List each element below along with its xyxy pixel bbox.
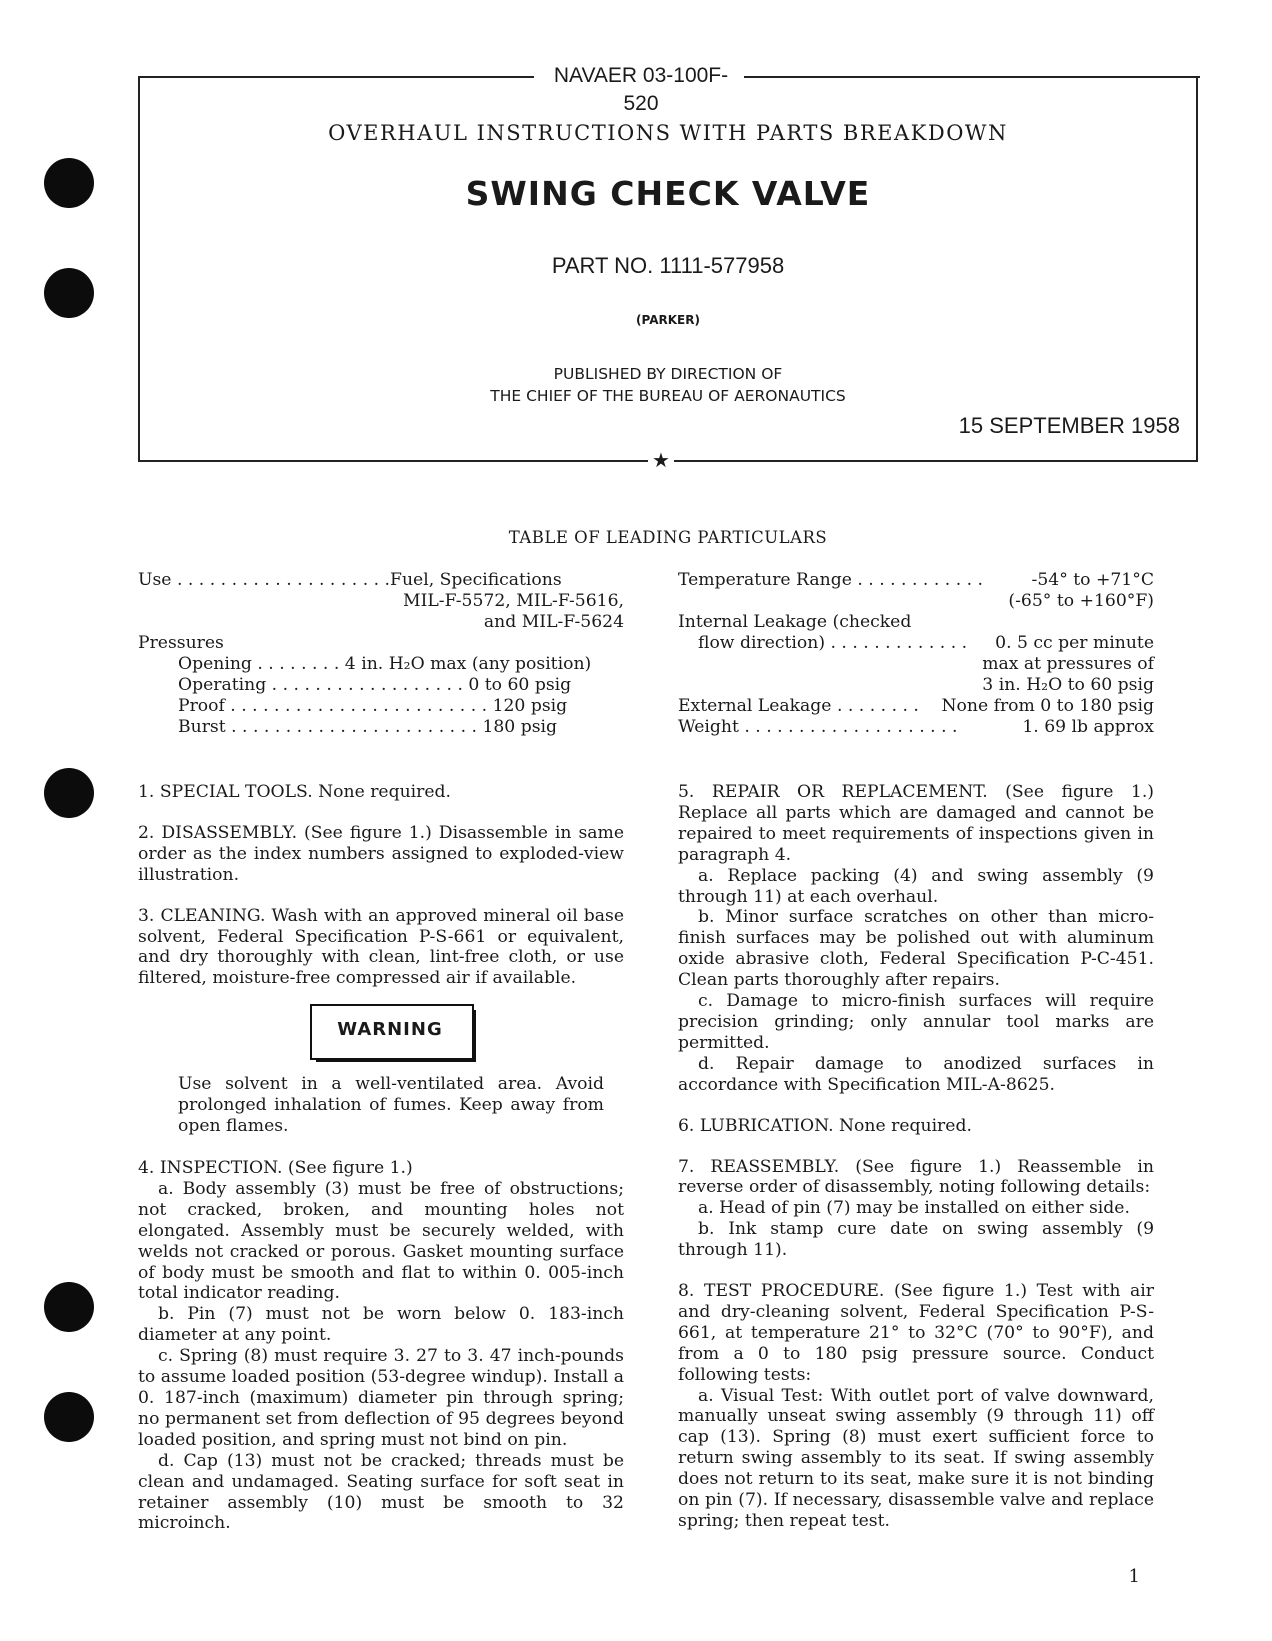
internal-leakage-label: Internal Leakage (checked — [678, 612, 912, 632]
section-lubrication: 6. LUBRICATION. None required. — [678, 1115, 972, 1136]
proof-row: Proof . . . . . . . . . . . . . . . . . . . . . . . . 120 psig — [178, 696, 568, 716]
burst-label: Burst — [178, 717, 226, 737]
external-leakage-label: External Leakage — [678, 696, 832, 716]
external-leakage-row: External Leakage . . . . . . . . None from 0 to 180 psig — [678, 696, 1154, 716]
reassembly-item-a: a. Head of pin (7) may be installed on either side. — [698, 1198, 1130, 1219]
punch-hole — [44, 1392, 94, 1442]
use-value-line-3: and MIL-F-5624 — [483, 612, 624, 632]
section-inspection — [138, 1158, 624, 1534]
inspection-item-c: c. Spring (8) must require 3. 27 to 3. 47 inch-pounds to assume loaded position (53-degree windup). Install a 0. 187-inch (maximum) diameter pin through spring; no permanent set from deflection of 95 degrees beyond loaded position, and spring must not bind on pin. — [138, 1346, 624, 1450]
internal-leakage-row: flow direction) . . . . . . . . . . . . . 0. 5 cc per minute — [698, 633, 1154, 653]
published-line-2: THE CHIEF OF THE BUREAU OF AERONAUTICS — [490, 387, 846, 405]
temperature-value: -54° to +71°C — [1031, 570, 1154, 590]
internal-leakage-value-line-2: max at pressures of — [982, 654, 1154, 674]
use-label: Use — [138, 570, 172, 590]
publication-date: 15 SEPTEMBER 1958 — [958, 413, 1180, 438]
particulars-heading: TABLE OF LEADING PARTICULARS — [508, 528, 828, 547]
warning-label: WARNING — [337, 1019, 443, 1040]
weight-label: Weight — [678, 717, 739, 737]
inspection-item-d: d. Cap (13) must not be cracked; threads must be clean and undamaged. Seating surface for soft seat in retainer assembly (10) must be smooth to 32 microinch. — [138, 1450, 624, 1534]
page-number: 1 — [1128, 1566, 1140, 1587]
section-inspection-heading: 4. INSPECTION. (See figure 1.) — [138, 1158, 413, 1178]
published-line-1: PUBLISHED BY DIRECTION OF — [553, 365, 783, 383]
repair-item-a: a. Replace packing (4) and swing assembly (9 through 11) at each overhaul. — [678, 865, 1154, 907]
repair-item-c: c. Damage to micro-finish surfaces will require precision grinding; only annular tool marks are permitted. — [678, 991, 1154, 1053]
opening-value: 4 in. H₂O max (any position) — [344, 654, 592, 674]
weight-value: 1. 69 lb approx — [1022, 717, 1154, 737]
section-special-tools: 1. SPECIAL TOOLS. None required. — [138, 782, 452, 802]
page-title: SWING CHECK VALVE — [465, 174, 871, 213]
section-cleaning: 3. CLEANING. Wash with an approved mineral oil base solvent, Federal Specification P-S-661 or equivalent, and dry thoroughly with clean, lint-free cloth, or use filtered, moisture-free compressed air if available. — [138, 905, 624, 989]
repair-item-d: d. Repair damage to anodized surfaces in accordance with Specification MIL-A-8625. — [678, 1053, 1154, 1095]
external-leakage-value: None from 0 to 180 psig — [941, 696, 1154, 716]
internal-leakage-label-2: flow direction) — [698, 633, 826, 653]
internal-leakage-value-line-3: 3 in. H₂O to 60 psig — [982, 675, 1154, 695]
right-body-column — [678, 782, 1154, 1532]
warning-text: Use solvent in a well-ventilated area. Avoid prolonged inhalation of fumes. Keep away from open flames. — [178, 1074, 604, 1136]
weight-row: Weight . . . . . . . . . . . . . . . . . . . . 1. 69 lb approx — [678, 717, 1154, 737]
punch-hole — [44, 768, 94, 818]
burst-row: Burst . . . . . . . . . . . . . . . . . . . . . . . 180 psig — [178, 717, 558, 737]
use-row: Use . . . . . . . . . . . . . . . . . . . .Fuel, Specifications — [138, 570, 562, 590]
proof-value: 120 psig — [492, 696, 568, 716]
punch-hole — [44, 268, 94, 318]
manufacturer: (PARKER) — [636, 313, 700, 327]
part-number: PART NO. 1111-577958 — [551, 253, 785, 278]
series-title: OVERHAUL INSTRUCTIONS WITH PARTS BREAKDOWN — [328, 121, 1008, 145]
test-item-a: a. Visual Test: With outlet port of valve downward, manually unseat swing assembly (9 through 11) off cap (13). Spring (8) must exert sufficient force to return swing assembly to its seat. If swing assembly does not return to its seat, make sure it is not binding on pin (7). If necessary, disassemble valve and replace spring; then repeat test. — [678, 1385, 1154, 1531]
temperature-value-line-2: (-65° to +160°F) — [1008, 591, 1154, 611]
punch-hole — [44, 1282, 94, 1332]
punch-hole — [44, 158, 94, 208]
inspection-item-b: b. Pin (7) must not be worn below 0. 183-inch diameter at any point. — [138, 1304, 624, 1346]
left-body-column — [138, 782, 624, 989]
opening-row: Opening . . . . . . . . 4 in. H₂O max (any position) — [178, 654, 592, 674]
use-value: Fuel, Specifications — [390, 570, 562, 590]
burst-value: 180 psig — [482, 717, 558, 737]
section-disassembly: 2. DISASSEMBLY. (See figure 1.) Disassemble in same order as the index numbers assigned to exploded-view illustration. — [138, 822, 624, 885]
opening-label: Opening — [178, 654, 252, 674]
operating-label: Operating — [178, 675, 267, 695]
operating-row: Operating . . . . . . . . . . . . . . . . . . 0 to 60 psig — [178, 675, 572, 695]
temperature-label: Temperature Range — [678, 570, 852, 590]
section-repair: 5. REPAIR OR REPLACEMENT. (See figure 1.) Replace all parts which are damaged and cannot be repaired to meet requirements of inspections given in paragraph 4. — [678, 782, 1154, 865]
proof-label: Proof — [178, 696, 225, 716]
section-test-procedure: 8. TEST PROCEDURE. (See figure 1.) Test with air and dry-cleaning solvent, Federal Specification P-S-661, at temperature 21° to 32°C (70° to 90°F), and from a 0 to 180 psig pressure source. Conduct following tests: — [678, 1281, 1154, 1385]
star-ornament: ★ — [648, 450, 674, 470]
internal-leakage-value: 0. 5 cc per minute — [995, 633, 1154, 653]
pressures-label: Pressures — [138, 633, 224, 653]
section-reassembly: 7. REASSEMBLY. (See figure 1.) Reassemble in reverse order of disassembly, noting following details: — [678, 1156, 1154, 1198]
temperature-row: Temperature Range . . . . . . . . . . . . -54° to +71°C — [678, 570, 1154, 590]
repair-item-b: b. Minor surface scratches on other than micro-finish surfaces may be polished out with aluminum oxide abrasive cloth, Federal Specification P-C-451. Clean parts thoroughly after repairs. — [678, 907, 1154, 991]
document-number: NAVAER 03-100F-520 — [538, 62, 744, 118]
reassembly-item-b: b. Ink stamp cure date on swing assembly (9 through 11). — [678, 1219, 1154, 1261]
inspection-item-a: a. Body assembly (3) must be free of obstructions; not cracked, broken, and mounting holes not elongated. Assembly must be securely welded, with welds not cracked or porous. Gasket mounting surface of body must be smooth and flat to within 0. 005-inch total indicator reading. — [138, 1178, 624, 1304]
use-value-line-2: MIL-F-5572, MIL-F-5616, — [402, 591, 624, 611]
operating-value: 0 to 60 psig — [468, 675, 572, 695]
